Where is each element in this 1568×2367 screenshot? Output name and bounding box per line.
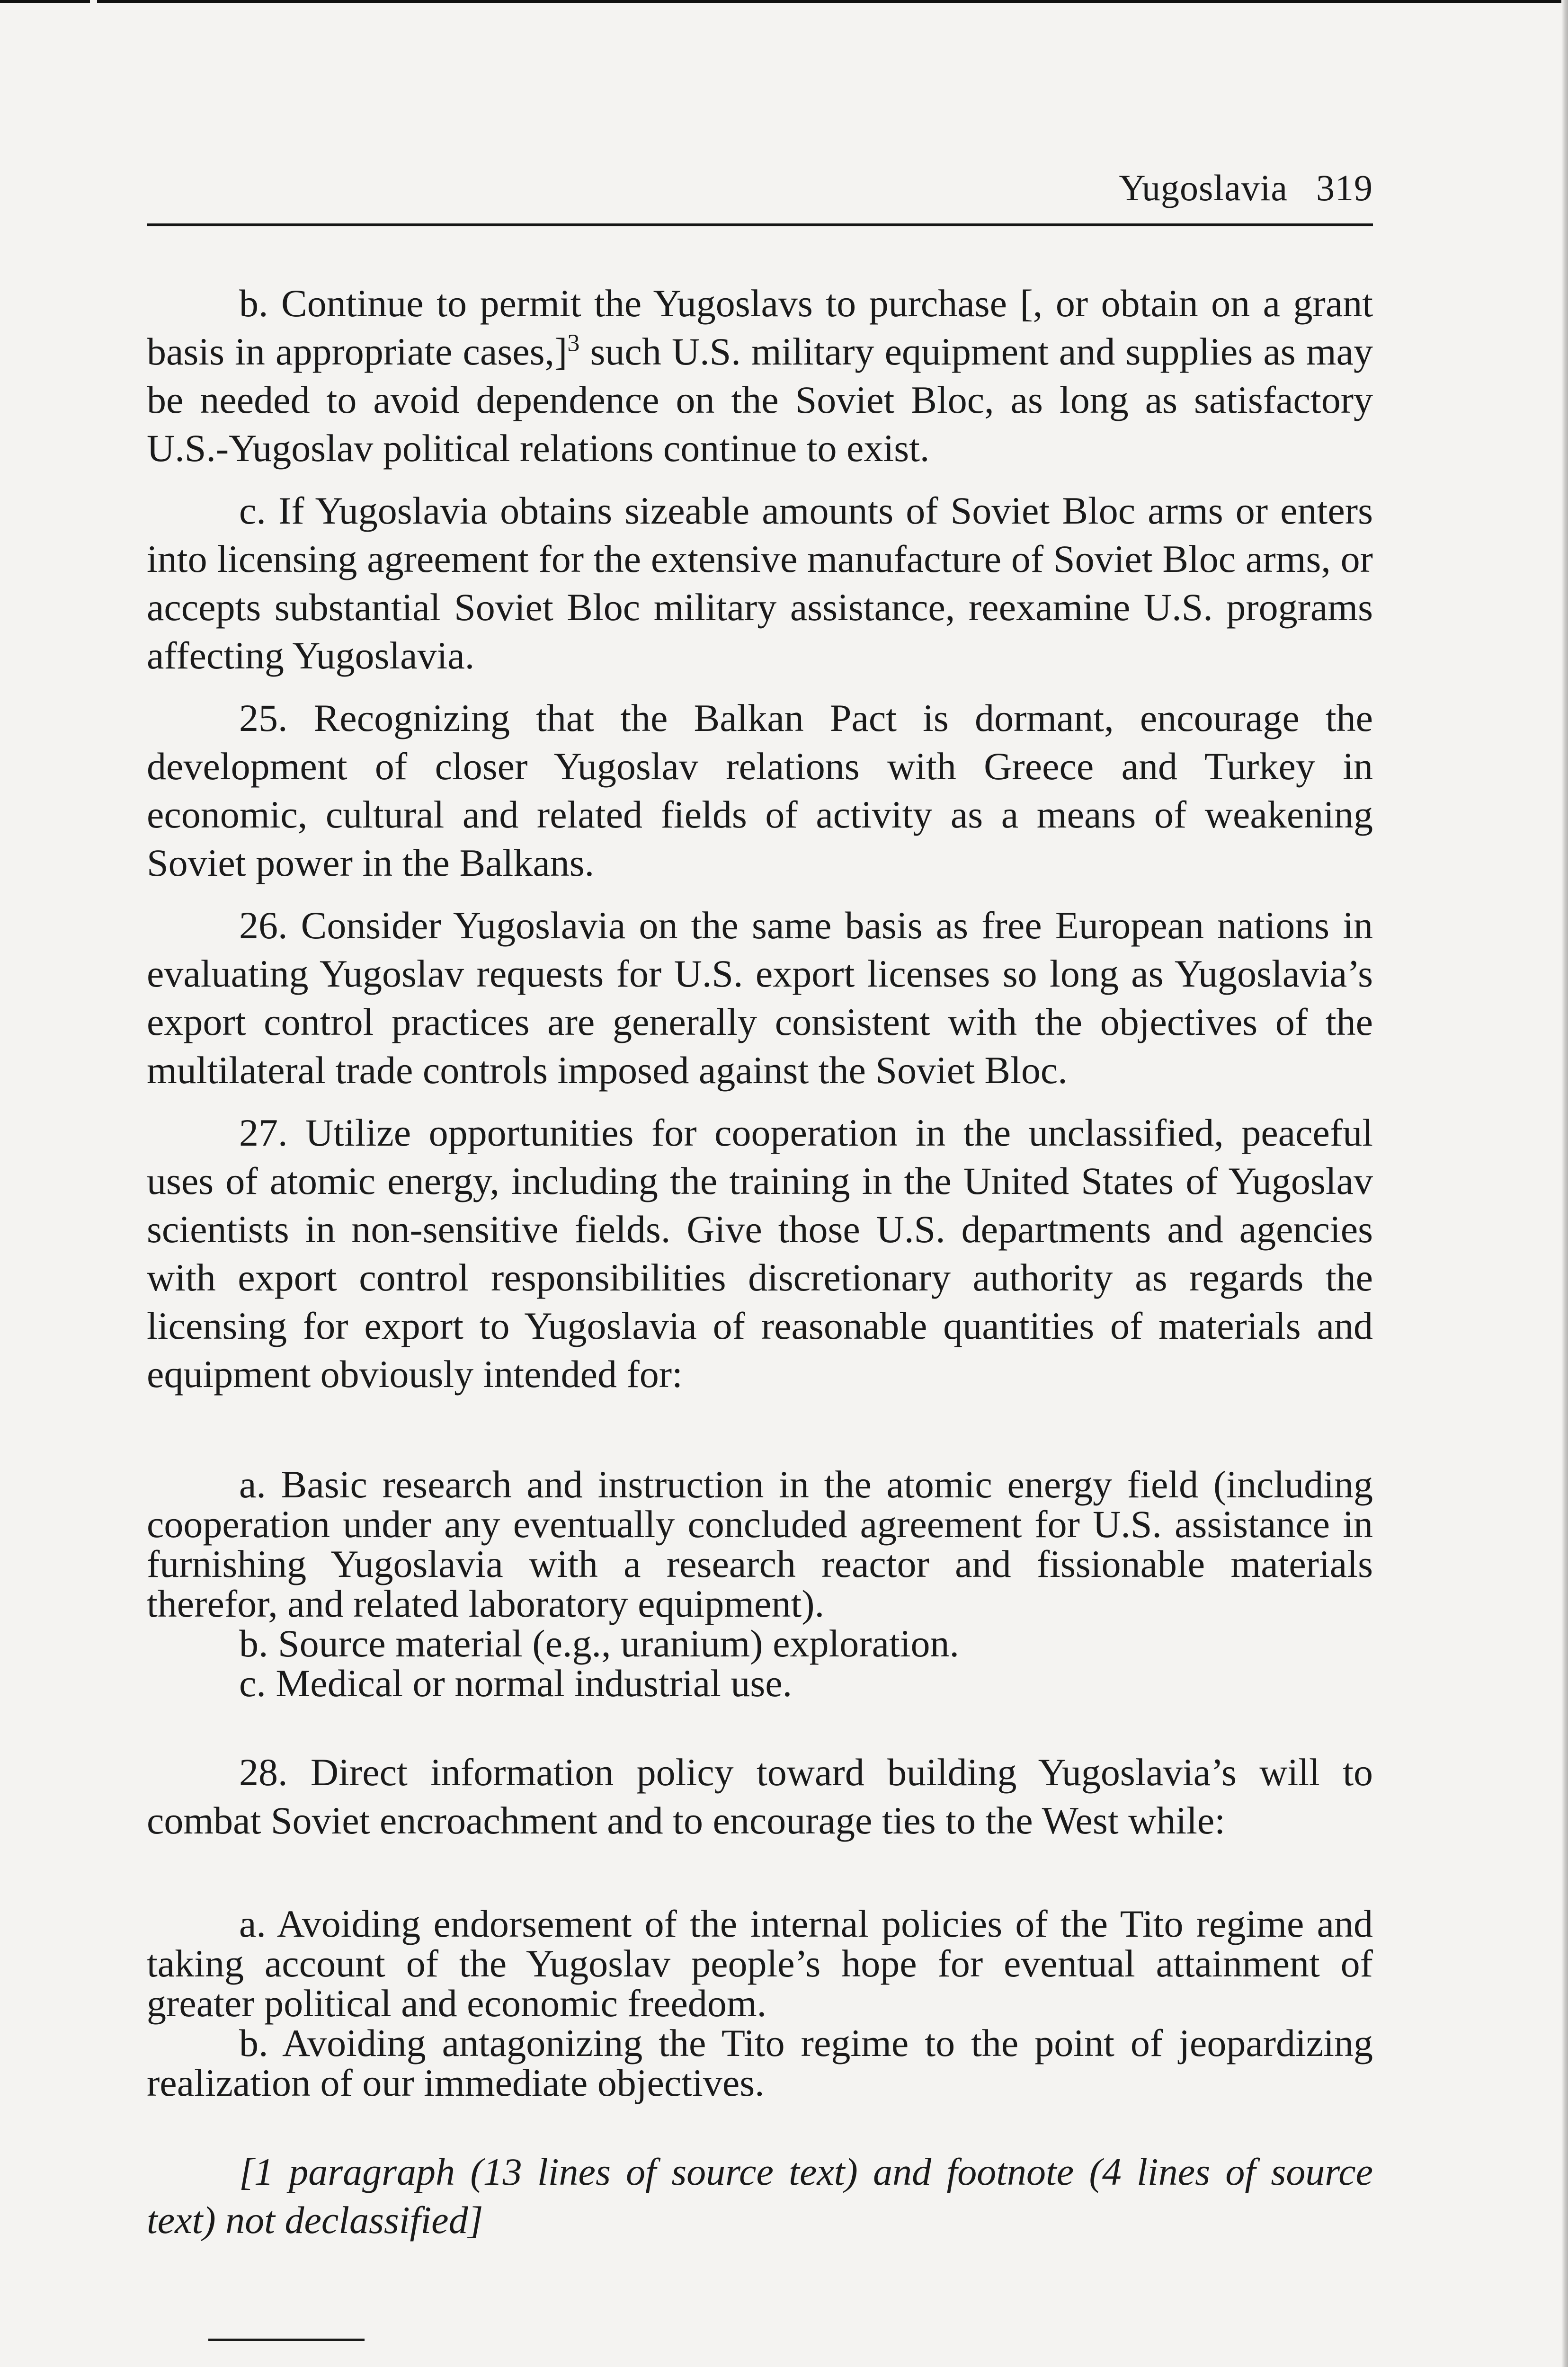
paragraph-27: 27. Utilize opportunities for cooperation in the unclassified, peaceful uses of atomic energy, including the training in the United States of Yugoslav scientists in non-sensitive fields. Give those U.S. departments and agencies with export control responsibilities discretionary authority as regards the licensing for export to Yugoslavia of reasonable quantities of materials and equipment obviously intended for: [147, 1111, 1373, 1396]
spacer [147, 1703, 1373, 1748]
page-number: 319 [1316, 167, 1373, 208]
spacer [147, 1859, 1373, 1904]
paragraph-27-a: a. Basic research and instruction in the atomic energy field (including cooperation under any eventually concluded agreement for U.S. assistance in furnishing Yugoslavia with a research reactor and fissionable materials therefor, and related laboratory equipment). [147, 1463, 1373, 1625]
spacer [147, 2103, 1373, 2148]
editorial-note-not-declassified: [1 paragraph (13 lines of source text) and footnote (4 lines of source text) not declassified] [147, 2150, 1373, 2242]
paragraph-b-text: b. Continue to permit the Yugoslavs to purchase [, or obtain on a grant basis in appropriate cases,] [147, 282, 1373, 373]
body-text [147, 279, 1373, 2244]
running-head [1119, 167, 1373, 209]
spacer [147, 1413, 1373, 1465]
paragraph-25: 25. Recognizing that the Balkan Pact is dormant, encourage the development of closer Yugoslav relations with Greece and Turkey in economic, cultural and related fields of activity as a means of weakening Soviet power in the Balkans. [147, 696, 1373, 884]
page-edge-shadow [1561, 0, 1568, 2367]
header-rule [147, 223, 1373, 226]
paragraph-28: 28. Direct information policy toward building Yugoslavia’s will to combat Soviet encroachment and to encourage ties to the West while: [147, 1751, 1373, 1842]
paragraph-26: 26. Consider Yugoslavia on the same basis as free European nations in evaluating Yugoslav requests for U.S. export licenses so long as Yugoslavia’s export control practices are generally consistent with the objectives of the multilateral trade controls imposed against the Soviet Bloc. [147, 904, 1373, 1092]
top-edge-rule-right [97, 0, 1568, 3]
running-title: Yugoslavia [1119, 167, 1288, 208]
page-header [147, 167, 1373, 219]
paragraph-27-b: b. Source material (e.g., uranium) exploration. [239, 1622, 960, 1665]
paragraph-27-c: c. Medical or normal industrial use. [239, 1662, 793, 1705]
paragraph-28-b: b. Avoiding antagonizing the Tito regime to the point of jeopardizing realization of our immediate objectives. [147, 2021, 1373, 2104]
footnote-reference: 3 [567, 329, 580, 357]
paragraph-c-soviet-arms: c. If Yugoslavia obtains sizeable amounts of Soviet Bloc arms or enters into licensing agreement for the extensive manufacture of Soviet Bloc arms, or accepts substantial Soviet Bloc military assistance, reexamine U.S. programs affecting Yugoslavia. [147, 489, 1373, 677]
paragraph-b-military-equipment [147, 279, 1373, 472]
paragraph-b-text-rest: such U.S. military equipment and supplies as may be needed to avoid dependence on the Soviet Bloc, as long as satisfactory U.S.-Yugoslav political relations continue to exist. [147, 330, 1373, 470]
paragraph-28-a: a. Avoiding endorsement of the internal policies of the Tito regime and taking account of the Yugoslav people’s hope for eventual attainment of greater political and economic freedom. [147, 1902, 1373, 2025]
top-edge-rule-left [0, 0, 90, 3]
footnote-rule [208, 2339, 365, 2341]
